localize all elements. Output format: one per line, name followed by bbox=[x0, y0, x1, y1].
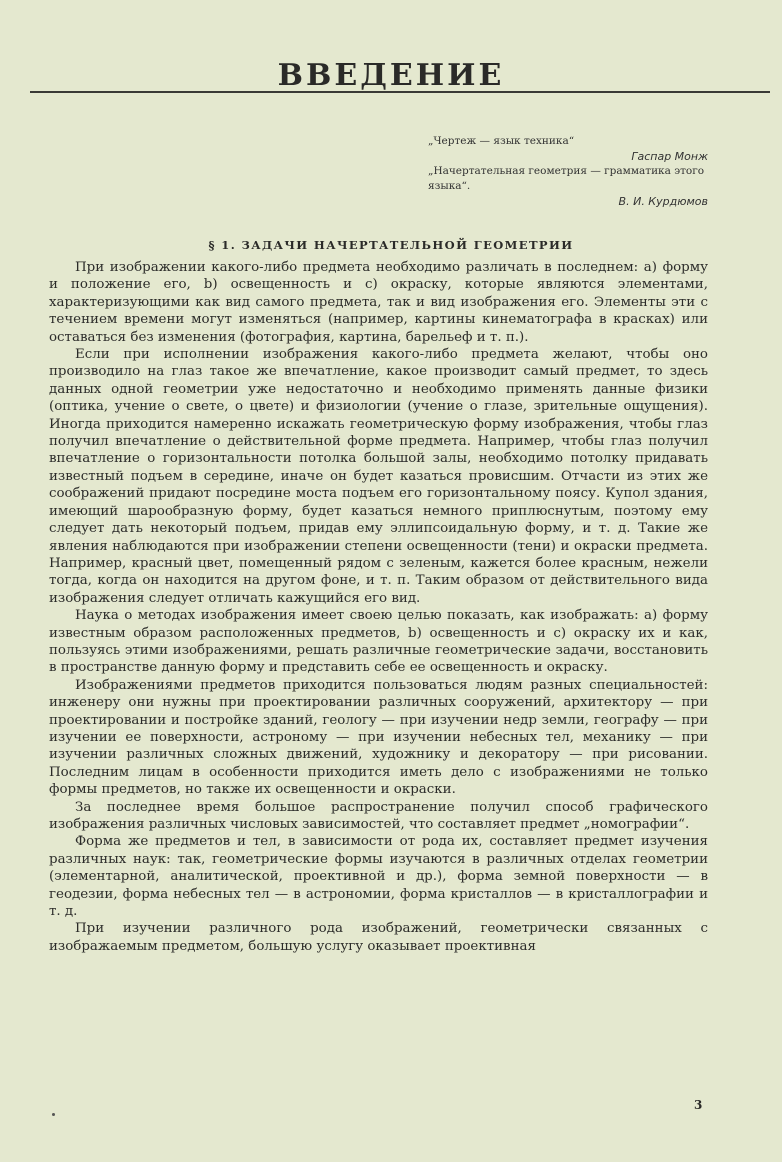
print-speck bbox=[52, 1113, 55, 1116]
section-heading: § 1. ЗАДАЧИ НАЧЕРТАТЕЛЬНОЙ ГЕОМЕТРИИ bbox=[208, 238, 574, 252]
epigraph-author-2: В. И. Курдюмов bbox=[618, 195, 708, 208]
title-underline bbox=[30, 91, 770, 93]
paragraph: При изображении какого-либо предмета необходимо различать в последнем: a) форму и положение его, b) освещенность и c) окраску, которые являются элементами, характеризующими как вид самого предмета, так и вид изображения его. Элементы эти с течением времени могут изменяться (например, картины кинематографа в красках) или оставаться без изменения (фотография, картина, барельеф и т. п.). bbox=[49, 260, 708, 345]
epigraph-author-1: Гаспар Монж bbox=[631, 150, 708, 163]
paragraph: Наука о методах изображения имеет своею целью показать, как изображать: a) форму известным образом расположенных предметов, b) освещенность и c) окраску их и как, пользуясь этими изображениями, решать различные геометрические задачи, восстановить в пространстве данную форму и представить себе ее освещенность и окраску. bbox=[49, 608, 708, 676]
paragraph: Если при исполнении изображения какого-либо предмета желают, чтобы оно производило на глаз такое же впечатление, какое производит самый предмет, то здесь данных одной геометрии уже недостаточно и необходимо применять данные физики (оптика, учение о свете, о цвете) и физиологии (учение о глазе, зрительные ощущения). Иногда приходится намеренно искажать геометрическую форму изображения, чтобы глаз получил впечатление о действительной форме предмета. Например, чтобы глаз получил впечатление о горизонтальности потолка большой залы, необходимо потолку придавать известный подъем в середине, иначе он будет казаться провисшим. Отчасти из этих же соображений придают посредине моста подъем его горизонтальному поясу. Купол здания, имеющий шарообразную форму, будет казаться немного приплюснутым, поэтому ему следует дать некоторый подъем, придав ему эллипсоидальную форму, и т. д. Такие же явления наблюдаются при изображении степени освещенности (тени) и окраски предмета. Например, красный цвет, помещенный рядом с зеленым, кажется более красным, нежели тогда, когда он находится на другом фоне, и т. п. Таким образом от действительного вида изображения следует отличать кажущийся его вид. bbox=[49, 347, 708, 606]
chapter-title: ВВЕДЕНИЕ bbox=[277, 58, 505, 93]
paragraph: За последнее время большое распространение получил способ графического изображения различных числовых зависимостей, что составляет предмет „номографии“. bbox=[49, 799, 708, 832]
paragraph: Изображениями предметов приходится пользоваться людям разных специальностей: инженеру они нужны при проектировании различных сооружений, архитектору — при проектировании и постройке зданий, геологу — при изучении недр земли, географу — при изучении ее поверхности, астроному — при изучении небесных тел, механику — при изучении различных сложных движений, художнику и декоратору — при рисовании. Последним лицам в особенности приходится иметь дело с изображениями не только формы предметов, но также их освещенности и окраски. bbox=[49, 677, 708, 798]
epigraph-block bbox=[428, 134, 708, 209]
paragraph: Форма же предметов и тел, в зависимости от рода их, составляет предмет изучения различных наук: так, геометрические формы изучаются в различных отделах геометрии (элементарной, аналитической, проективной и др.), форма земной поверхности — в геодезии, форма небесных тел — в астрономии, форма кристаллов — в кристаллографии и т. д. bbox=[49, 834, 708, 920]
epigraph-quote-1: „Чертеж — язык техника“ bbox=[428, 135, 575, 147]
page-number: 3 bbox=[694, 1098, 703, 1112]
body-text bbox=[49, 259, 708, 955]
paragraph: При изучении различного рода изображений, геометрически связанных с изображаемым предметом, большую услугу оказывает проективная bbox=[49, 921, 708, 954]
epigraph-quote-2: „Начертательная геометрия — грамматика этого языка“. bbox=[428, 165, 705, 192]
